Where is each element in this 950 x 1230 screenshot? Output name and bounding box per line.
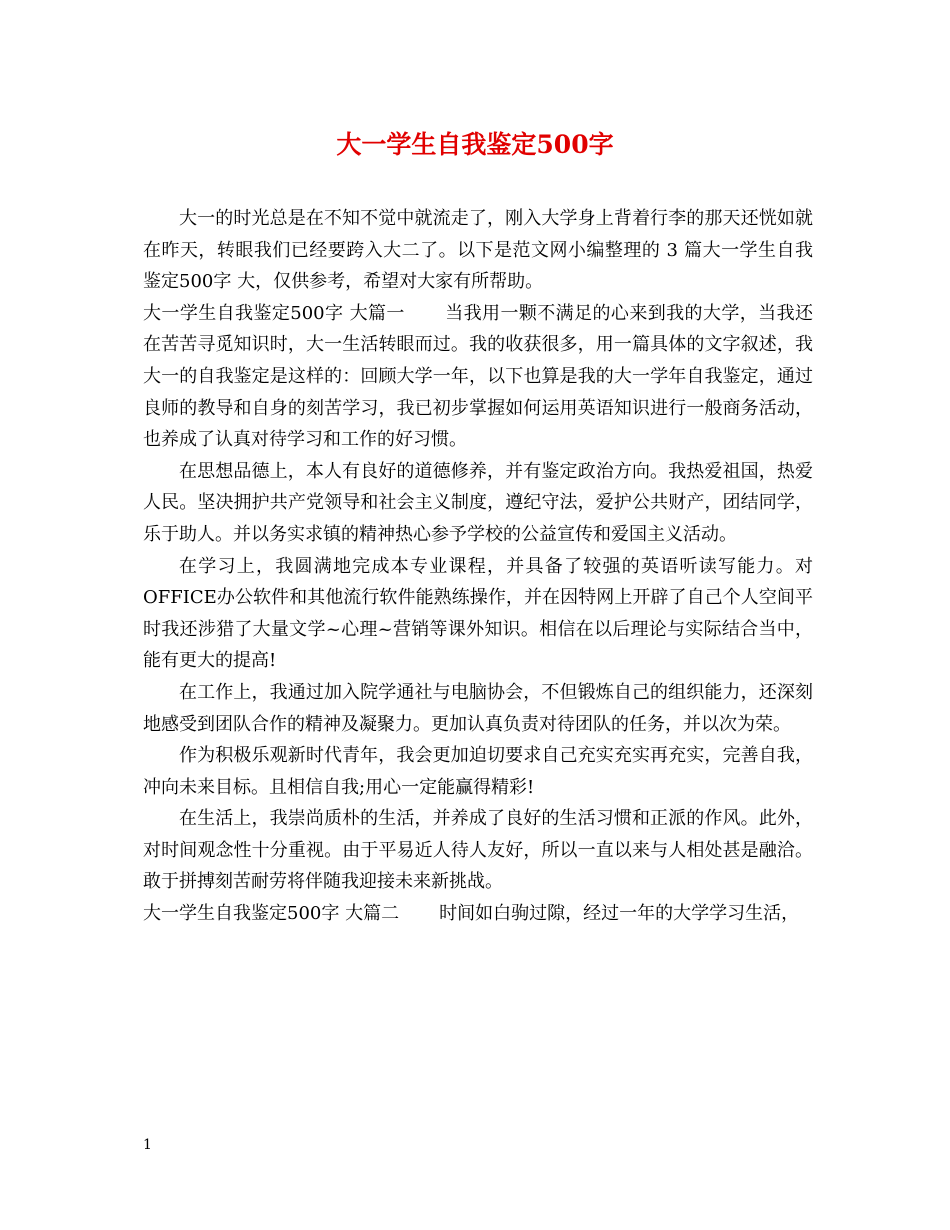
section-1-text: 当我用一颗不满足的心来到我的大学，当我还在苦苦寻觅知识时，大一生活转眼而过。我的收获很多，用一篇具体的文字叙述，我大一的自我鉴定是这样的：回顾大学一年，以下也算是我的大一学年自我鉴定，通过良师的教导和自身的刻苦学习，我已初步掌握如何运用英语知识进行一般商务活动，也养成了认真对待学习和工作的好习惯。: [143, 302, 813, 451]
document-title: 大一学生自我鉴定500字: [336, 130, 614, 159]
section-2-paragraph: [143, 898, 813, 930]
section-2-text: 时间如白驹过隙，经过一年的大学学习生活，: [439, 903, 800, 925]
body-paragraph-study: 在学习上，我圆满地完成本专业课程，并具备了较强的英语听读写能力。对OFFICE办公软件和其他流行软件能熟练操作，并在因特网上开辟了自己个人空间平时我还涉猎了大量文学~心理~营销等课外知识。相信在以后理论与实际结合当中，能有更大的提高!: [143, 555, 813, 672]
body-paragraph-ethics: 在思想品德上，本人有良好的道德修养，并有鉴定政治方向。我热爱祖国，热爱人民。坚决拥护共产党领导和社会主义制度，遵纪守法，爱护公共财产，团结同学，乐于助人。并以务实求镇的精神热心参予学校的公益宣传和爱国主义活动。: [143, 460, 813, 545]
section-2-heading: 大一学生自我鉴定500字 大篇二: [143, 903, 400, 925]
body-paragraph-life: 在生活上，我崇尚质朴的生活，并养成了良好的生活习惯和正派的作风。此外，对时间观念性十分重视。由于平易近人待人友好，所以一直以来与人相处甚是融洽。敢于拼搏刻苦耐劳将伴随我迎接未来新挑战。: [143, 808, 813, 893]
body-paragraph-work: 在工作上，我通过加入院学通社与电脑协会，不但锻炼自己的组织能力，还深刻地感受到团队合作的精神及凝聚力。更加认真负责对待团队的任务，并以次为荣。: [143, 681, 813, 735]
body-paragraph-youth: 作为积极乐观新时代青年，我会更加迫切要求自己充实充实再充实，完善自我，冲向未来目标。且相信自我;用心一定能赢得精彩!: [143, 745, 813, 798]
intro-paragraph: 大一的时光总是在不知不觉中就流走了，刚入大学身上背着行李的那天还恍如就在昨天，转眼我们已经要跨入大二了。以下是范文网小编整理的 3 篇大一学生自我鉴定500字 大，仅供参考，希望对大家有所帮助。: [143, 208, 813, 293]
document-body: [143, 203, 813, 930]
page-number: 1: [143, 1137, 152, 1153]
section-1-heading: 大一学生自我鉴定500字 大篇一: [143, 302, 405, 324]
section-1-paragraph: [143, 298, 813, 456]
